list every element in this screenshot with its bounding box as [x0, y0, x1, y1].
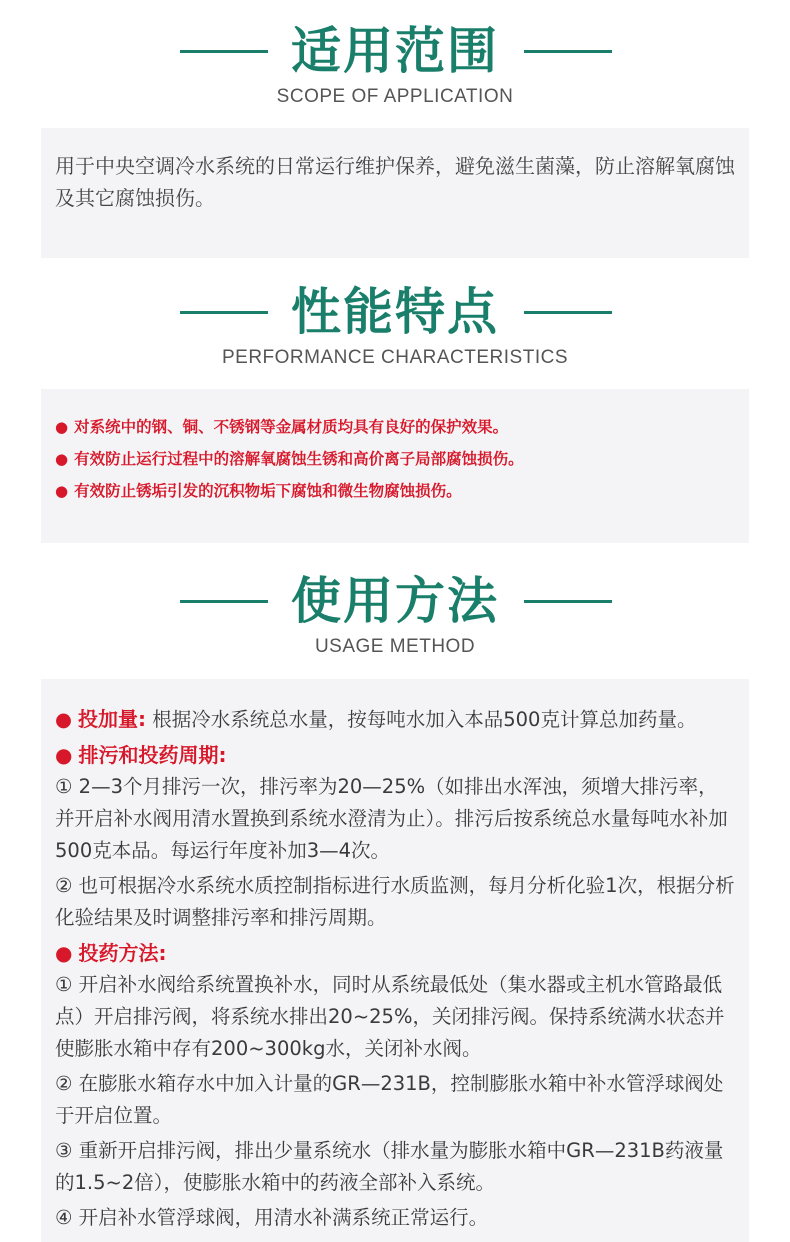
method-item: ③ 重新开启排污阀，排出少量系统水（排水量为膨胀水箱中GR—231B药液量的1.5~2倍），使膨胀水箱中的药液全部补入系统。: [55, 1139, 724, 1194]
usage-title: 使用方法: [291, 572, 499, 630]
list-item: [55, 411, 749, 443]
performance-panel: [41, 389, 749, 543]
method-item: ① 开启补水阀给系统置换补水，同时从系统最低处（集水器或主机水管路最低点）开启排污阀，将系统水排出20~25%，关闭排污阀。保持系统满水状态并使膨胀水箱中存有200~300kg水，关闭补水阀。: [55, 973, 725, 1060]
list-item: [55, 443, 749, 475]
scope-header: [0, 16, 790, 108]
dosage-paragraph: [55, 703, 735, 736]
performance-title: 性能特点: [291, 283, 499, 341]
bullet-icon: ●: [55, 418, 69, 436]
performance-subtitle: PERFORMANCE CHARACTERISTICS: [221, 347, 569, 368]
bullet-icon: ●: [55, 708, 73, 731]
method-label: 投药方法:: [78, 941, 167, 965]
usage-header: [0, 566, 790, 658]
usage-panel: [41, 679, 749, 1242]
list-item: [55, 475, 749, 507]
header-rule-right: [524, 50, 612, 53]
dosage-text: 根据冷水系统总水量，按每吨水加入本品500克计算总加药量。: [152, 708, 697, 731]
header-rule-right: [524, 311, 612, 314]
scope-text: 用于中央空调冷水系统的日常运行维护保养，避免滋生菌藻，防止溶解氧腐蚀及其它腐蚀损伤。: [55, 154, 735, 210]
bullet-icon: ●: [55, 450, 69, 468]
list-item-text: 有效防止运行过程中的溶解氧腐蚀生锈和高价离子局部腐蚀损伤。: [74, 450, 524, 468]
scope-subtitle: SCOPE OF APPLICATION: [276, 86, 514, 107]
list-item-text: 有效防止锈垢引发的沉积物垢下腐蚀和微生物腐蚀损伤。: [74, 482, 462, 500]
cycle-heading: [55, 739, 735, 771]
list-item-text: 对系统中的钢、铜、不锈钢等金属材质均具有良好的保护效果。: [74, 418, 509, 436]
usage-subtitle: USAGE METHOD: [314, 636, 476, 657]
scope-title: 适用范围: [291, 22, 499, 80]
cycle-label: 排污和投药周期:: [78, 743, 227, 767]
performance-header: [0, 277, 790, 369]
cycle-item: ① 2—3个月排污一次，排污率为20—25%（如排出水浑浊，须增大排污率，并开启补水阀用清水置换到系统水澄清为止）。排污后按系统总水量每吨水补加500克本品。每运行年度补加3—4次。: [55, 775, 728, 862]
header-rule-right: [524, 600, 612, 603]
scope-panel: [41, 128, 749, 258]
bullet-icon: ●: [55, 941, 73, 965]
method-item: ④ 开启补水管浮球阀，用清水补满系统正常运行。: [55, 1206, 489, 1229]
method-item: ② 在膨胀水箱存水中加入计量的GR—231B，控制膨胀水箱中补水管浮球阀处于开启位置。: [55, 1072, 724, 1127]
cycle-item: ② 也可根据冷水系统水质控制指标进行水质监测，每月分析化验1次，根据分析化验结果及时调整排污率和排污周期。: [55, 874, 735, 929]
dosage-label: 投加量:: [78, 707, 147, 731]
bullet-icon: ●: [55, 743, 73, 767]
bullet-icon: ●: [55, 482, 69, 500]
performance-list: [41, 389, 749, 507]
method-heading: [55, 937, 735, 969]
